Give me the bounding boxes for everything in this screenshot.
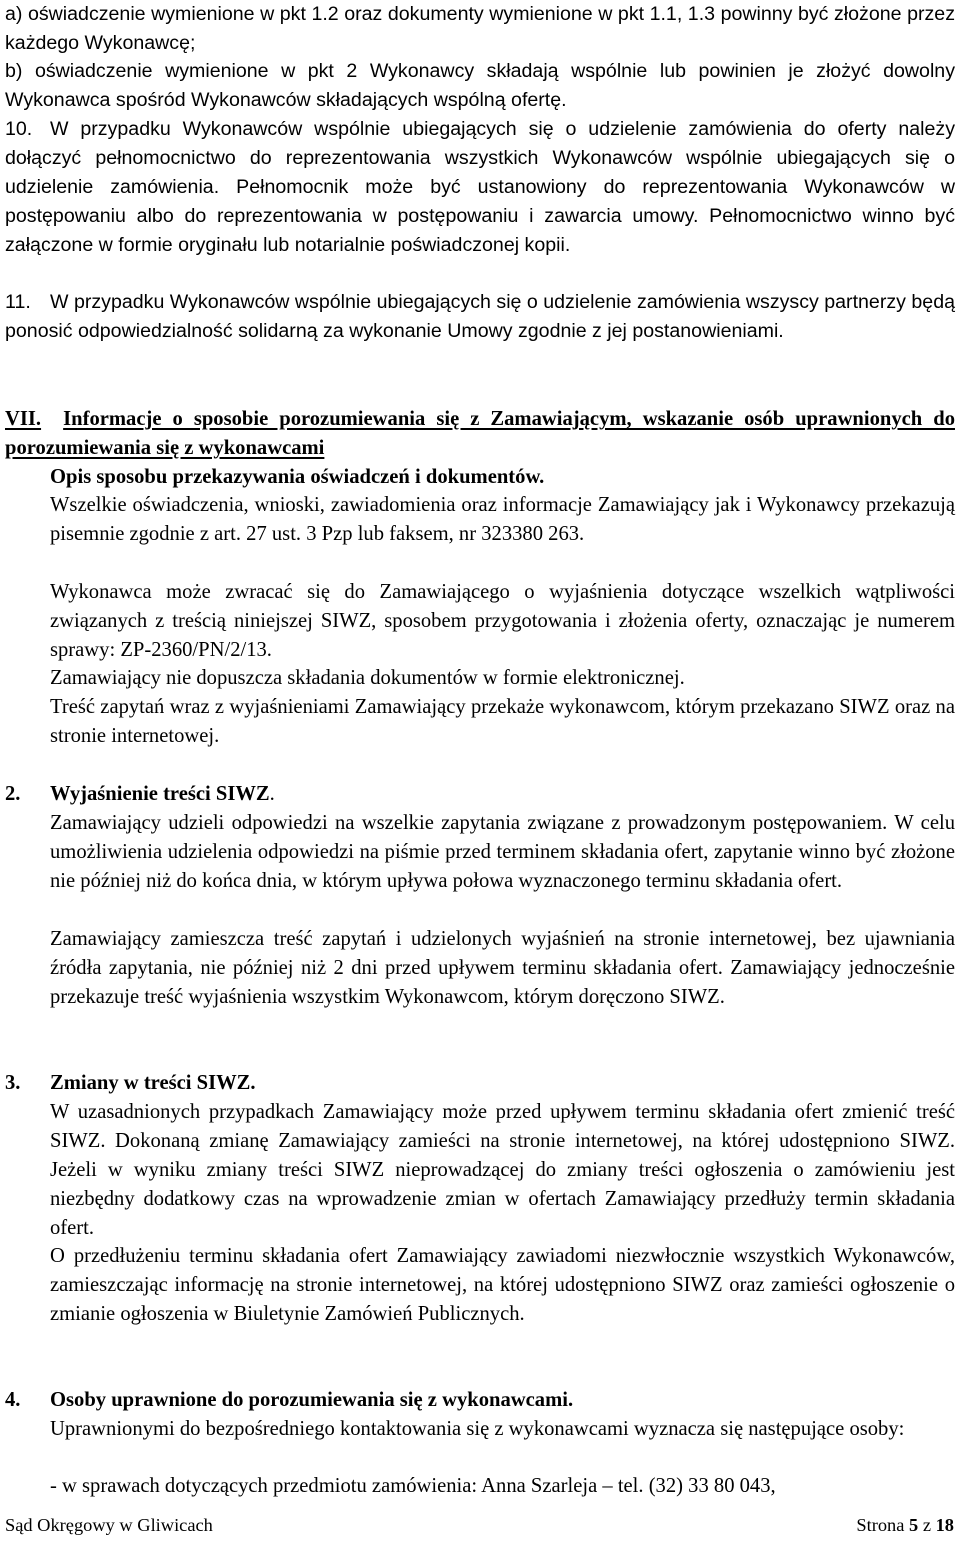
footer-page-number: 5 xyxy=(909,1515,919,1535)
subsection-3-title: Zmiany w treści SIWZ. xyxy=(50,1072,256,1094)
subsection-3-paragraph-1: W uzasadnionych przypadkach Zamawiający może przed upływem terminu składania ofert zmienić treść SIWZ. Dokonaną zmianę Zamawiający zamieści na stronie internetowej, na której udostępniono SIWZ. Jeżeli w wyniku zmiany treści SIWZ nieprowadzącej do zmiany treści ogłoszenia o zamówieniu jest niezbędny dodatkowy czas na wprowadzenie zmian w ofertach Zamawiający przedłuży termin składania ofert. xyxy=(50,1101,955,1239)
item-11 xyxy=(5,288,955,346)
section-7-paragraph-3: Zamawiający nie dopuszcza składania dokumentów w formie elektronicznej. xyxy=(50,667,685,689)
subsection-3-number: 3. xyxy=(5,1072,21,1094)
section-7-paragraph-1: Wszelkie oświadczenia, wnioski, zawiadomienia oraz informacje Zamawiający jak i Wykonawcy przekazują pisemnie zgodnie z art. 27 ust. 3 Pzp lub faksem, nr 323380 263. xyxy=(50,494,955,545)
subsection-2-paragraph-1: Zamawiający udzieli odpowiedzi na wszelkie zapytania związane z prowadzonym postępowaniem. W celu umożliwienia udzielenia odpowiedzi na piśmie przed terminem składania ofert, zapytanie winno być złożone nie później niż do końca dnia, w którym upływa połowa wyznaczonego terminu składania ofert. xyxy=(50,812,955,892)
section-7-number: VII. xyxy=(5,408,42,430)
item-10-text: W przypadku Wykonawców wspólnie ubiegających się o udzielenie zamówienia do oferty należy dołączyć pełnomocnictwo do reprezentowania wszystkich Wykonawców wspólnie ubiegających się o udzielenie zamówienia. Pełnomocnik może być ustanowiony do reprezentowania Wykonawców w postępowaniu albo do reprezentowania w postępowaniu i zawarcia umowy. Pełnomocnictwo winno być załączone w formie oryginału lub notarialnie poświadczonej kopii. xyxy=(5,118,955,256)
section-7-subheading: Opis sposobu przekazywania oświadczeń i dokumentów. xyxy=(50,466,545,488)
subsection-2-number: 2. xyxy=(5,783,21,805)
subsection-3-paragraph-2: O przedłużeniu terminu składania ofert Zamawiający zawiadomi niezwłocznie wszystkich Wykonawców, zamieszczając informację na stronie internetowej, na której udostępniono SIWZ oraz zamieści ogłoszenie o zmianie ogłoszenia w Biuletynie Zamówień Publicznych. xyxy=(50,1245,955,1325)
subsection-2-paragraph-2: Zamawiający zamieszcza treść zapytań i udzielonych wyjaśnień na stronie internetowej, bez ujawniania źródła zapytania, nie później niż 2 dni przed upływem terminu składania ofert. Zamawiający jednocześnie przekazuje treść wyjaśnienia wszystkim Wykonawcom, którym doręczono SIWZ. xyxy=(50,928,955,1008)
item-10 xyxy=(5,115,955,260)
footer-page-indicator xyxy=(856,1513,954,1537)
subsection-4-title: Osoby uprawnione do porozumiewania się z wykonawcami. xyxy=(50,1389,574,1411)
footer-page-total: 18 xyxy=(935,1515,954,1535)
section-7-paragraph-2: Wykonawca może zwracać się do Zamawiającego o wyjaśnienia dotyczące wszelkich wątpliwości związanych z treścią niniejszej SIWZ, sposobem przygotowania i złożenia oferty, oznaczając je numerem sprawy: ZP-2360/PN/2/13. xyxy=(50,581,955,661)
section-7-title: Informacje o sposobie porozumiewania się z Zamawiającym, wskazanie osób uprawnionych do porozumiewania się z wykonawcami xyxy=(5,408,955,459)
section-7-heading xyxy=(5,405,955,463)
section-7-paragraph-4: Treść zapytań wraz z wyjaśnieniami Zamawiający przekaże wykonawcom, którym przekazano SIWZ oraz na stronie internetowej. xyxy=(50,696,955,747)
footer-page-separator: z xyxy=(922,1515,931,1535)
subsection-4-paragraph-2: - w sprawach dotyczących przedmiotu zamówienia: Anna Szarleja – tel. (32) 33 80 043, xyxy=(50,1475,776,1497)
subsection-2-title: Wyjaśnienie treści SIWZ xyxy=(50,783,270,805)
subsection-2-heading: 2. Wyjaśnienie treści SIWZ. xyxy=(5,780,955,809)
footer-page-prefix: Strona xyxy=(856,1515,905,1535)
item-10-number: 10. xyxy=(5,118,33,140)
subsection-4-heading xyxy=(5,1386,955,1415)
list-item-b: b) oświadczenie wymienione w pkt 2 Wykonawcy składają wspólnie lub powinien je złożyć dowolny Wykonawca spośród Wykonawców składających wspólną ofertę. xyxy=(5,60,955,111)
subsection-3-heading xyxy=(5,1069,955,1098)
subsection-4-number: 4. xyxy=(5,1389,21,1411)
item-11-text: W przypadku Wykonawców wspólnie ubiegających się o udzielenie zamówienia wszyscy partnerzy będą ponosić odpowiedzialność solidarną za wykonanie Umowy zgodnie z jej postanowieniami. xyxy=(5,291,955,342)
subsection-4-paragraph-1: Uprawnionymi do bezpośredniego kontaktowania się z wykonawcami wyznacza się następujące osoby: xyxy=(50,1418,905,1440)
item-11-number: 11. xyxy=(5,291,31,313)
list-item-a: a) oświadczenie wymienione w pkt 1.2 oraz dokumenty wymienione w pkt 1.1, 1.3 powinny być złożone przez każdego Wykonawcę; xyxy=(5,3,955,54)
footer-court-name: Sąd Okręgowy w Gliwicach xyxy=(5,1515,213,1535)
